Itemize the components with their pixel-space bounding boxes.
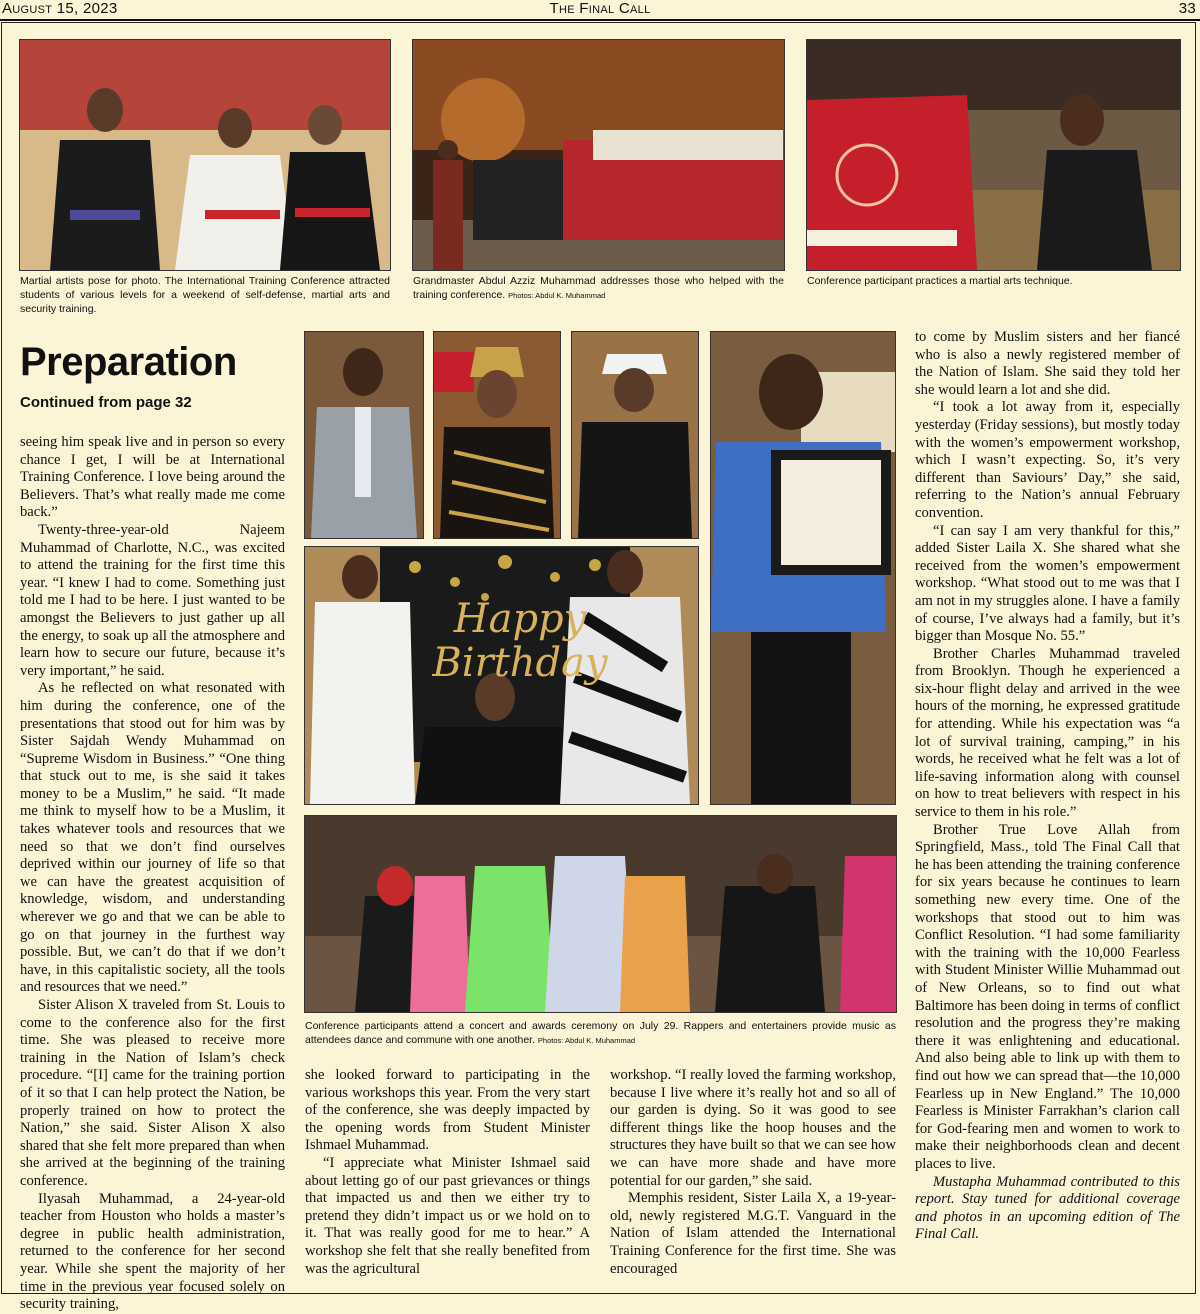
photo-rapper-cap	[572, 332, 698, 538]
caption-technique	[807, 274, 1180, 288]
article-column-3	[610, 1067, 896, 1278]
article-paragraph: “I took a lot away from it, especially yesterday (Friday sessions), but mostly today with the women’s empowerment workshop, which I wasn’t expecting. So, it’s very different than Saviours’ Day,” she said, referring to the Nation’s annual February convention.	[915, 399, 1180, 521]
article-paragraph: Brother True Love Allah from Springfield, Mass., told The Final Call that he has been attending the training conference for six years because he continues to learn something new every time. One of the workshops that stood out to him was Conflict Resolution. “I had some familiarity with the training with the 10,000 Fearless with Student Minister Willie Muhammad out of New Orleans, so to find out what Baltimore has been doing in terms of conflict resolution and the progress they’re making there it was enlightening and educational. And also being able to link up with them to find out how we can spread that—the 10,000 Fearless up in New England.” The 10,000 Fearless is Minister Farrakhan’s clarion call for God-fearing men and women to work to make their neighborhoods clean and decent places to live.	[915, 821, 1180, 1172]
caption-text: Conference participant practices a martial arts technique.	[807, 275, 1073, 287]
page-header	[0, 0, 1200, 20]
banner-line-2: Birthday	[432, 640, 608, 686]
caption-text: Grandmaster Abdul Azziz Muhammad addresses those who helped with the training conference.	[413, 275, 784, 301]
article-paragraph: she looked forward to participating in the various workshops this year. From the very start of the conference, she was deeply impacted by the opening words from Student Minister Ishmael Muhammad.	[305, 1067, 590, 1154]
banner-line-1: Happy	[453, 596, 587, 642]
article-paragraph: Twenty-three-year-old Najeem Muhammad of Charlotte, N.C., was excited to attend the training for the first time this year. “I knew I had to come. Something just told me I had to be here. I just wanted to be amongst the Believers to just gather up all the energy, to soak up all the atmosphere and learn how to secure our future, because it’s very important,” he said.	[20, 521, 285, 679]
caption-text: Martial artists pose for photo. The International Training Conference attracted students of various levels for a weekend of self-defense, martial arts and security training.	[20, 275, 390, 315]
article-paragraph: Memphis resident, Sister Laila X, a 19-year-old, newly registered M.G.T. Vanguard in the Nation of Islam attended the International Training Conference for the first time. She was encouraged	[610, 1190, 896, 1277]
photo-singer-crown	[434, 332, 560, 538]
photo-grandmaster-group	[413, 40, 784, 270]
article-column-1	[20, 434, 285, 1314]
header-rule	[0, 19, 1200, 21]
photo-certificate-recipient	[711, 332, 895, 804]
birthday-banner	[425, 597, 615, 685]
photo-credit: Photos: Abdul K. Muhammad	[508, 291, 606, 300]
photo-birthday-celebration	[305, 547, 698, 804]
photo-martial-technique	[807, 40, 1180, 270]
photo-credit: Photos: Abdul K. Muhammad	[537, 1036, 636, 1045]
article-paragraph: Brother Charles Muhammad traveled from Brooklyn. Though he experienced a six-hour flight delay and arrived in the wee hours of the morning, he expressed gratitude for attending. While his expectation was “a lot of survival training, camping,” in his words, he received what he felt was a lot of life-saving information along with counsel on how to treat believers with respect in his service to them in his role.”	[915, 645, 1180, 821]
article-paragraph: to come by Muslim sisters and her fiancé who is also a newly registered member of the Nation of Islam. She said they told her she would learn a lot and she did.	[915, 329, 1180, 398]
continued-from: Continued from page 32	[20, 394, 192, 411]
article-paragraph: Ilyasah Muhammad, a 24-year-old teacher from Houston who holds a master’s degree in public health administration, returned to the conference for her second year. While she spent the majority of her time in the previous year focused solely on security training,	[20, 1190, 285, 1313]
photo-speaker-microphone	[305, 332, 423, 538]
article-paragraph: “I can say I am very thankful for this,” added Sister Laila X. She shared what she received from the women’s empowerment workshop. “What stood out to me was that I am not in my struggles alone. I have a family of course, I’ve always had a family, but it’s bigger than Mosque No. 55.”	[915, 522, 1180, 645]
article-column-4	[915, 329, 1180, 1244]
publication-name: The Final Call	[549, 0, 651, 17]
caption-concert	[305, 1019, 896, 1048]
photo-martial-artists	[20, 40, 390, 270]
caption-grandmaster	[413, 274, 784, 303]
article-paragraph: “I appreciate what Minister Ishmael said about letting go of our past grievances or things that impacted us and then we either try to pretend they didn’t impact us or we hold on to it. That was really good for me to hear.” A workshop she felt that she really benefited from was the agricultural	[305, 1154, 590, 1277]
issue-date: August 15, 2023	[2, 0, 118, 17]
page-number: 33	[1178, 0, 1196, 17]
article-paragraph: As he reflected on what resonated with him during the conference, one of the presentations that stood out for him was by Sister Sajdah Wendy Muhammad on “Supreme Wisdom in Business.” “One thing that stuck out to me, is she said it takes money to be a Muslim,” he said. “It made me think to myself how to be a Muslim, it takes whatever tools and resources that we need so that we don’t find ourselves deprived within our journey of life so that we can have the greatest acquisition of knowledge, wisdom, and understanding wherever we go and that we can be able to go on that journey in the furthest way possible. But, we can’t do that if we don’t have, in this capitalistic society, all the tools and resources that we need.”	[20, 680, 285, 996]
article-headline: Preparation	[20, 340, 237, 384]
article-paragraph: Sister Alison X traveled from St. Louis to come to the conference also for the first time. She was pleased to receive more training in the Nation of Islam’s check procedure. “[I] came for the training portion of it so that I can help protect the Nation, be properly trained on how to protect the Nation,” she said. Sister Alison X also shared that she felt more prepared than when she arrived at the beginning of the training conference.	[20, 997, 285, 1189]
article-column-2	[305, 1067, 590, 1278]
photo-concert-dance	[305, 816, 896, 1012]
caption-martial-artists	[20, 274, 390, 316]
caption-text: Conference participants attend a concert and awards ceremony on July 29. Rappers and entertainers provide music as attendees dance and commune with one another.	[305, 1020, 896, 1046]
article-paragraph: workshop. “I really loved the farming workshop, because I live where it’s really hot and so all of our garden is dying. So it was good to see different things like the hoop houses and the structures they have built so that we can see how we can have more shade and have more potential for our garden,” she said.	[610, 1067, 896, 1189]
article-paragraph: seeing him speak live and in person so every chance I get, I will be at International Training Conference. I love being around the Believers. That’s what really made me come back.”	[20, 434, 285, 521]
contributor-tagline: Mustapha Muhammad contributed to this report. Stay tuned for additional coverage and photos in an upcoming edition of The Final Call.	[915, 1173, 1180, 1243]
